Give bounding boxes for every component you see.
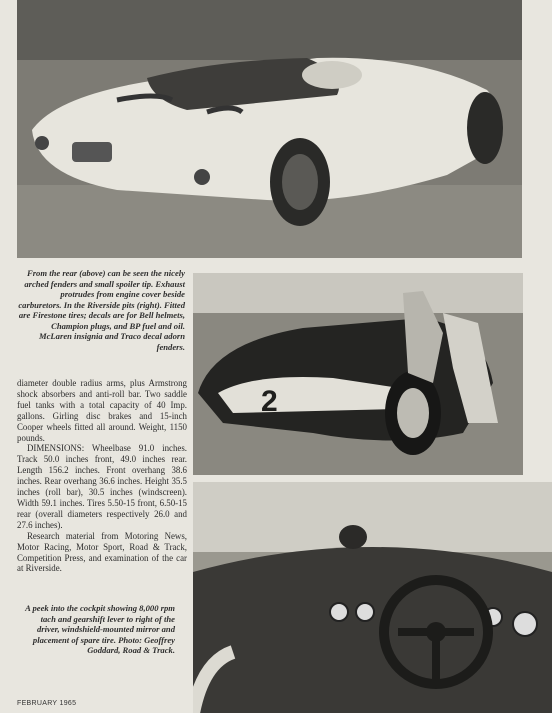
article-body: [17, 378, 187, 574]
paragraph-research-credits: Research material from Motoring News, Motor Racing, Motor Sport, Road & Track, Competition Press, and examination of the car at Riverside.: [17, 530, 187, 574]
photo-cockpit: [193, 482, 552, 713]
photo-riverside-pits: [193, 273, 523, 475]
caption-rear-and-pits: From the rear (above) can be seen the nicely arched fenders and small spoiler tip. Exhaust protrudes from engine cover beside carburetors. In the Riverside pits (right). Fitted are Firestone tires; decals are for Bell helmets, Champion plugs, and BP fuel and oil. McLaren insignia and Traco decal adorn fenders.: [18, 268, 185, 352]
car-number-decal: 2: [261, 385, 278, 418]
paragraph-suspension: diameter double radius arms, plus Armstrong shock absorbers and anti-roll bar. Two saddle fuel tanks with a total capacity of 40 Imp. gallons. Girling disc brakes and 15-inch Cooper wheels fitted all around. Weight, 1150 pounds.: [17, 378, 187, 443]
paragraph-dimensions: DIMENSIONS: Wheelbase 91.0 inches. Track 50.0 inches front, 49.0 inches rear. Length 156.2 inches. Front overhang 38.6 inches. Rear overhang 36.6 inches. Height 35.5 inches (roll bar), 30.5 inches (windscreen). Width 59.1 inches. Tires 5.50-15 front, 6.50-15 rear (overall diameters respectively 26.0 and 27.6 inches).: [17, 443, 187, 530]
caption-cockpit: A peek into the cockpit showing 8,000 rpm tach and gearshift lever to right of the driver, windshield-mounted mirror and placement of spare tire. Photo: Geoffrey Goddard, Road & Track.: [25, 603, 175, 655]
photo-car-rear-view: [17, 0, 522, 258]
page-folio: FEBRUARY 1965: [17, 700, 77, 707]
